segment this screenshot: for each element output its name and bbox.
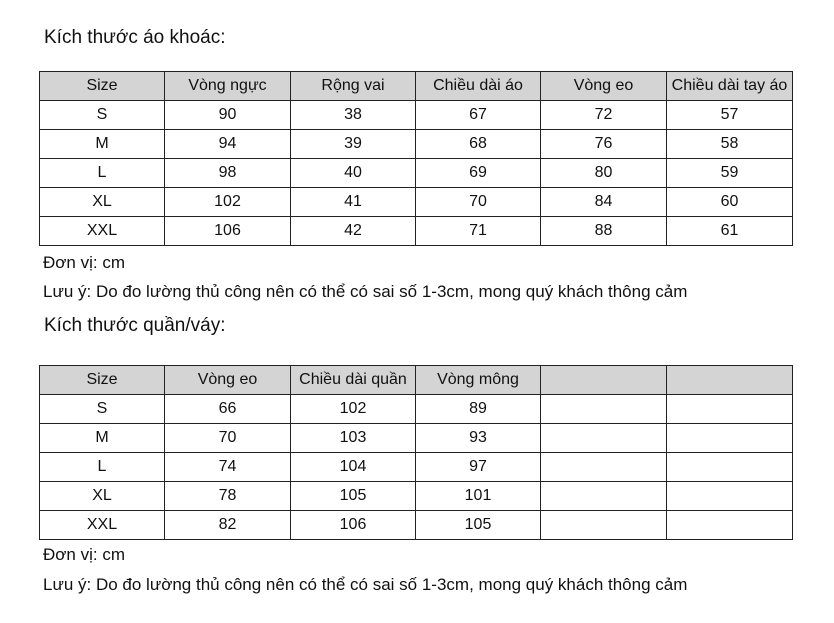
table-cell: 101 (416, 482, 541, 511)
table-cell: 59 (667, 159, 793, 188)
coat-size-title: Kích thước áo khoác: (44, 27, 226, 48)
table-cell: 98 (165, 159, 291, 188)
table-cell: 69 (416, 159, 541, 188)
table-cell: 72 (541, 101, 667, 130)
table-cell (667, 511, 793, 540)
table-cell: 67 (416, 101, 541, 130)
table-header-row (40, 366, 793, 395)
table-cell (667, 395, 793, 424)
table-cell: 82 (165, 511, 291, 540)
table-cell: 90 (165, 101, 291, 130)
pants-note-text: Lưu ý: Do đo lường thủ công nên có thể có sai số 1-3cm, mong quý khách thông cảm (43, 575, 688, 594)
table-cell: 76 (541, 130, 667, 159)
table-cell: 74 (165, 453, 291, 482)
table-cell: 71 (416, 217, 541, 246)
table-cell: 106 (165, 217, 291, 246)
header-waist: Vòng eo (541, 72, 667, 101)
header-coat-length: Chiều dài áo (416, 72, 541, 101)
table-cell: S (40, 395, 165, 424)
table-cell: 66 (165, 395, 291, 424)
table-row (40, 453, 793, 482)
table-row (40, 101, 793, 130)
header-size: Size (40, 72, 165, 101)
table-cell: 106 (291, 511, 416, 540)
table-cell: 84 (541, 188, 667, 217)
table-cell: XL (40, 188, 165, 217)
header-chest: Vòng ngực (165, 72, 291, 101)
table-row (40, 130, 793, 159)
table-cell: 102 (291, 395, 416, 424)
table-cell: 41 (291, 188, 416, 217)
table-cell: 88 (541, 217, 667, 246)
table-cell: 102 (165, 188, 291, 217)
table-cell: 94 (165, 130, 291, 159)
pants-size-table (39, 365, 793, 540)
pants-unit-text: Đơn vị: cm (43, 545, 125, 564)
table-cell (667, 482, 793, 511)
table-cell: 40 (291, 159, 416, 188)
table-cell: 93 (416, 424, 541, 453)
table-cell: 80 (541, 159, 667, 188)
table-cell: 60 (667, 188, 793, 217)
table-cell: 58 (667, 130, 793, 159)
table-cell (667, 453, 793, 482)
table-row (40, 217, 793, 246)
table-header-row (40, 72, 793, 101)
table-row (40, 395, 793, 424)
header-hip: Vòng mông (416, 366, 541, 395)
table-row (40, 511, 793, 540)
pants-size-title: Kích thước quần/váy: (44, 315, 226, 336)
header-empty (541, 366, 667, 395)
table-row (40, 188, 793, 217)
table-cell: 68 (416, 130, 541, 159)
header-pants-length: Chiều dài quần (291, 366, 416, 395)
table-cell: 105 (416, 511, 541, 540)
table-cell: L (40, 453, 165, 482)
table-cell: 38 (291, 101, 416, 130)
header-sleeve-length: Chiều dài tay áo (667, 72, 793, 101)
table-cell: XL (40, 482, 165, 511)
table-cell: 105 (291, 482, 416, 511)
header-empty (667, 366, 793, 395)
table-cell: 78 (165, 482, 291, 511)
coat-note-text: Lưu ý: Do đo lường thủ công nên có thể có sai số 1-3cm, mong quý khách thông cảm (43, 282, 688, 301)
table-cell: L (40, 159, 165, 188)
table-cell (541, 453, 667, 482)
coat-unit-text: Đơn vị: cm (43, 253, 125, 272)
header-size: Size (40, 366, 165, 395)
table-row (40, 482, 793, 511)
table-cell: M (40, 424, 165, 453)
table-cell: S (40, 101, 165, 130)
table-cell: 70 (165, 424, 291, 453)
table-cell: XXL (40, 511, 165, 540)
table-cell (541, 482, 667, 511)
table-cell (541, 511, 667, 540)
table-cell: 97 (416, 453, 541, 482)
table-cell: 61 (667, 217, 793, 246)
table-cell: 70 (416, 188, 541, 217)
table-cell: 104 (291, 453, 416, 482)
header-waist: Vòng eo (165, 366, 291, 395)
header-shoulder: Rộng vai (291, 72, 416, 101)
coat-size-table (39, 71, 793, 246)
table-cell: M (40, 130, 165, 159)
table-cell: 39 (291, 130, 416, 159)
table-cell (541, 395, 667, 424)
table-row (40, 424, 793, 453)
table-cell: 57 (667, 101, 793, 130)
table-row (40, 159, 793, 188)
table-cell: 103 (291, 424, 416, 453)
table-cell (667, 424, 793, 453)
table-cell: 42 (291, 217, 416, 246)
table-cell: 89 (416, 395, 541, 424)
table-cell: XXL (40, 217, 165, 246)
table-cell (541, 424, 667, 453)
